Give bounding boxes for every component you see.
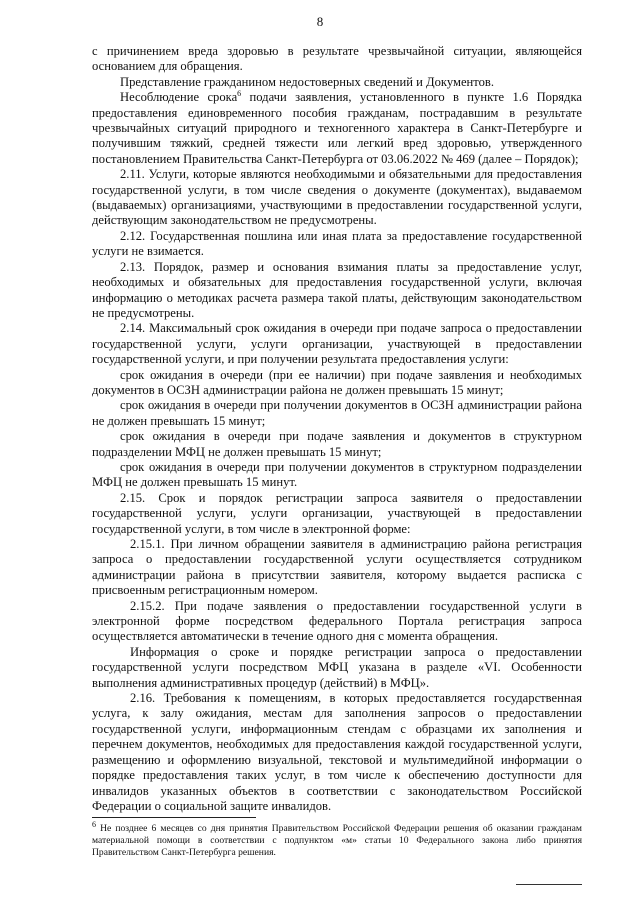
paragraph-wait-mfc-receive: срок ожидания в очереди при получении документов в структурном подразделении МФЦ не должен превышать 15 минут. (92, 459, 582, 490)
paragraph-2-16: 2.16. Требования к помещениям, в которых предоставляется государственная услуга, к залу ожидания, местам для заполнения запросов о предоставлении государственной услуги, информационным стендам с образцами их заполнения и перечнем документов, необходимых для предоставления каждой государственной услуги, размещению и оформлению визуальной, текстовой и мультимедийной информации о порядке предоставления таких услуг, в том числе к обеспечению доступности для инвалидов указанных объектов в соответствии с законодательством Российской Федерации о социальной защите инвалидов. (92, 691, 582, 813)
footnote-body: Не позднее 6 месяцев со дня принятия Правительством Российской Федерации решения об оказании гражданам материальной помощи в соответствии с подпунктом «м» статьи 10 Федерального закона либо принятия Правительством Санкт-Петербурга решения. (92, 823, 582, 859)
paragraph-wait-osdn-submit: срок ожидания в очереди (при ее наличии) при подаче заявления и необходимых документов в ОСЗН администрации района не должен превышать 15 минут; (92, 367, 582, 397)
paragraph-continuation: с причинением вреда здоровью в результате чрезвычайной ситуации, являющейся основанием для обращения. (92, 44, 582, 74)
paragraph-2-14: 2.14. Максимальный срок ожидания в очереди при подаче запроса о предоставлении государственной услуги, услуги организации, участвующей в предоставлении государственной услуги, и при получении результата предоставления услуги: (92, 321, 582, 367)
paragraph-2-13: 2.13. Порядок, размер и основания взимания платы за предоставление услуг, необходимых и обязательных для предоставления государственной услуги, включая информацию о методиках расчета размера такой платы, действующим законодательством не предусмотрены. (92, 259, 582, 320)
paragraph-2-15-1: 2.15.1. При личном обращении заявителя в администрацию района регистрация запроса о предоставлении государственной услуги осуществляется сотрудником администрации района в присутствии заявителя, которому выдается расписка с присвоенным регистрационным номером. (92, 537, 582, 598)
paragraph-2-12: 2.12. Государственная пошлина или иная плата за предоставление государственной услуги не взимается. (92, 228, 582, 259)
bottom-divider (516, 884, 582, 885)
footnote-divider (92, 817, 256, 818)
paragraph-2-11: 2.11. Услуги, которые являются необходимыми и обязательными для предоставления государственной услуги, в том числе сведения о документе (документах), выдаваемом (выдаваемых) организациями, участвующими в предоставлении государственной услуги, действующим законодательством не предусмотрены. (92, 167, 582, 228)
document-body (92, 44, 582, 814)
paragraph-deadline-violation (92, 90, 582, 167)
paragraph-2-15-2: 2.15.2. При подаче заявления о предоставлении государственной услуги в электронной форме посредством федерального Портала регистрация запроса осуществляется автоматически в течение одного дня с момента обращения. (92, 598, 582, 644)
paragraph-wait-osdn-receive: срок ожидания в очереди при получении документов в ОСЗН администрации района не должен превышать 15 минут; (92, 398, 582, 428)
footnote-text (92, 819, 582, 860)
paragraph-mfc-info: Информация о сроке и порядке регистрации запроса о предоставлении государственной услуги посредством МФЦ указана в разделе «VI. Особенности выполнения административных процедур (действий) в МФЦ». (92, 644, 582, 690)
paragraph-deadline-lead: Несоблюдение срока (120, 90, 238, 105)
footnote (92, 819, 582, 860)
footnote-marker: 6 (92, 819, 96, 829)
paragraph-false-info: Представление гражданином недостоверных сведений и Документов. (120, 74, 495, 89)
paragraph-deadline-tail: подачи заявления, установленного в пункте 1.6 Порядка предоставления единовременного пособия гражданам, пострадавшим в результате чрезвычайных ситуаций природного и техногенного характера в Санкт-Петербурге и получившим тяжкий, средней тяжести или легкий вред здоровью, утвержденного постановлением Правительства Санкт-Петербурга от 03.06.2022 № 469 (далее – Порядок); (92, 90, 582, 166)
footnote-ref: 6 (237, 89, 242, 99)
paragraph-2-15: 2.15. Срок и порядок регистрации запроса заявителя о предоставлении государственной услуги, услуги организации, участвующей в предоставлении государственной услуги, в том числе в электронной форме: (92, 490, 582, 536)
paragraph-wait-mfc-submit: срок ожидания в очереди при подаче заявления и документов в структурном подразделении МФЦ не должен превышать 15 минут; (92, 429, 582, 459)
page-number: 8 (316, 14, 324, 29)
